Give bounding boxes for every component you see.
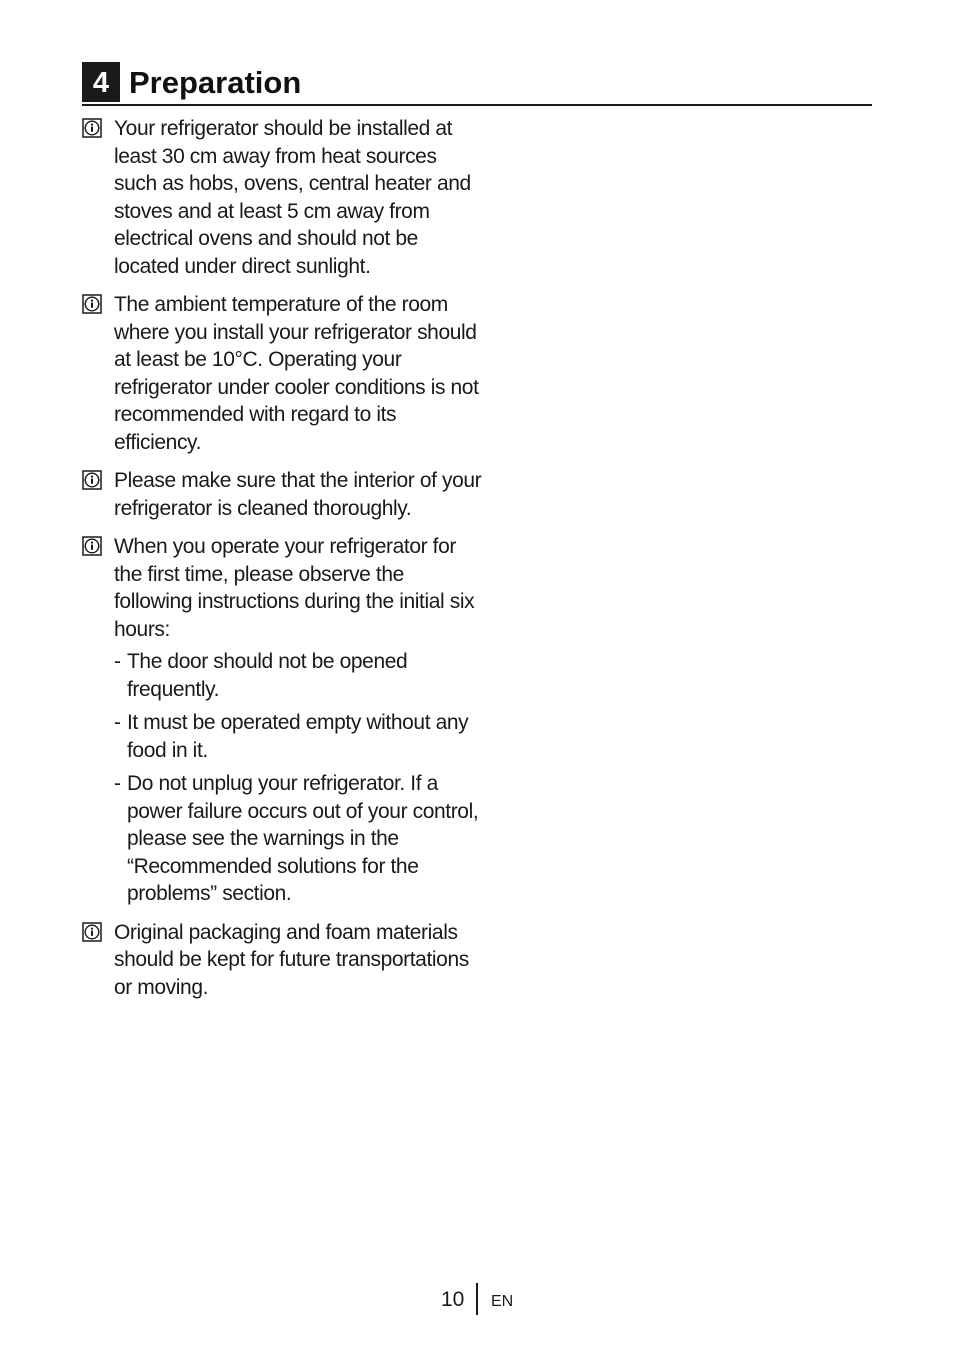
note-text: Please make sure that the interior of your refrigerator is cleaned thoroughly. (114, 469, 482, 520)
bullet-dash: - (114, 772, 121, 795)
bullet-text: It must be operated empty without any food in it. (127, 711, 469, 762)
bullet-list (114, 648, 482, 908)
note-item (82, 115, 482, 280)
list-item (114, 709, 482, 764)
bullet-text: The door should not be opened frequently. (127, 650, 408, 701)
bullet-text: Do not unplug your refrigerator. If a power failure occurs out of your control, please see the warnings in the “Recommended solutions for the problems” section. (127, 772, 479, 905)
note-item (82, 533, 482, 908)
note-text: Original packaging and foam materials should be kept for future transportations or moving. (114, 920, 469, 999)
section-number: 4 (82, 62, 120, 102)
info-icon (82, 470, 102, 490)
page-title: Preparation (129, 65, 302, 100)
bullet-dash: - (114, 711, 121, 734)
note-item (82, 919, 482, 1002)
info-icon (82, 118, 102, 138)
note-text: The ambient temperature of the room where you install your refrigerator should at least be 10°C. Operating your refrigerator under cooler conditions is not recommended with regard to its efficiency. (114, 293, 479, 454)
info-icon (82, 294, 102, 314)
language-code: EN (491, 1293, 514, 1310)
section-header (82, 62, 872, 106)
list-item (114, 648, 482, 703)
note-text: Your refrigerator should be installed at least 30 cm away from heat sources such as hobs, ovens, central heater and stoves and at least 5 cm away from electrical ovens and should not be located under direct sunlight. (114, 117, 471, 278)
footer-divider (476, 1283, 478, 1315)
note-text: When you operate your refrigerator for the first time, please observe the following instructions during the initial six hours: (114, 535, 475, 641)
note-item (82, 467, 482, 522)
page-footer (0, 1283, 954, 1317)
info-icon (82, 922, 102, 942)
bullet-dash: - (114, 650, 121, 673)
list-item (114, 770, 482, 908)
note-item (82, 291, 482, 456)
info-icon (82, 536, 102, 556)
notes-list (82, 115, 482, 1012)
page-number: 10 (441, 1288, 465, 1311)
